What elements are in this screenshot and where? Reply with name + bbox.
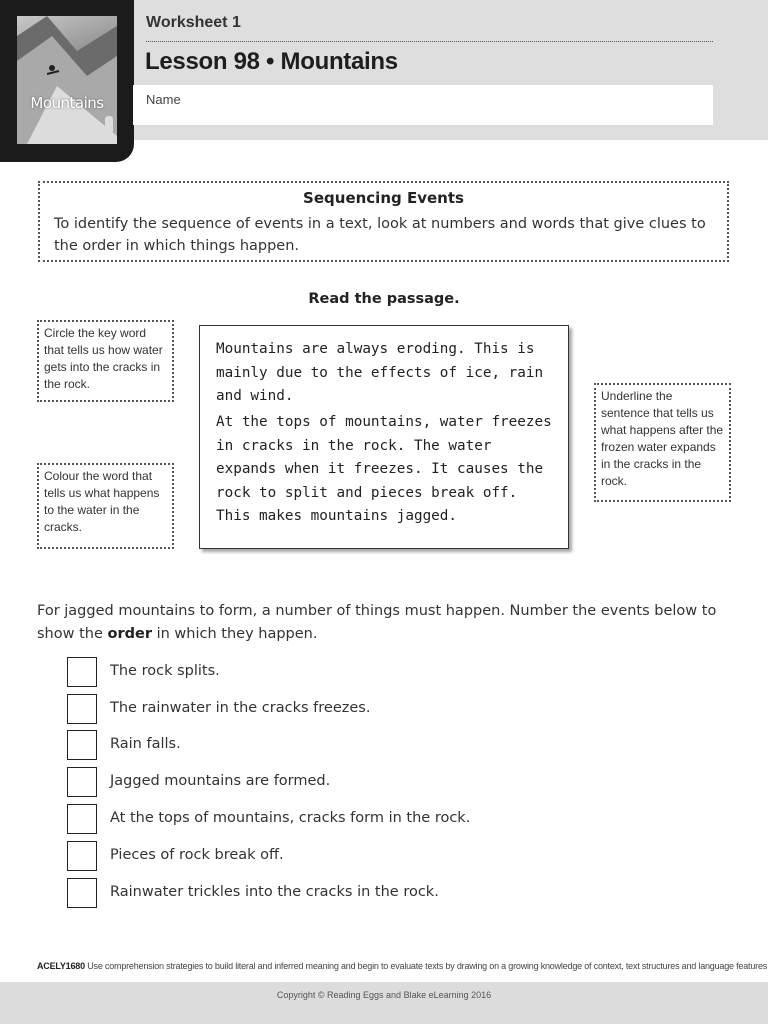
instructions-part-1: For jagged mountains to form, a number of things must happen. Number the events below to show the bbox=[37, 603, 717, 642]
lesson-title: Lesson 98 • Mountains bbox=[145, 48, 398, 75]
book-cover-title: Mountains bbox=[30, 94, 104, 112]
event-text: At the tops of mountains, cracks form in the rock. bbox=[110, 810, 471, 826]
name-field[interactable] bbox=[133, 85, 713, 125]
event-text: The rock splits. bbox=[110, 663, 220, 679]
event-number-box[interactable] bbox=[67, 657, 97, 687]
event-row bbox=[67, 878, 667, 910]
event-number-box[interactable] bbox=[67, 878, 97, 908]
event-number-box[interactable] bbox=[67, 730, 97, 760]
passage-box bbox=[199, 325, 569, 549]
event-text: Rain falls. bbox=[110, 736, 181, 752]
note-colour-word: Colour the word that tells us what happens to the water in the cracks. bbox=[37, 463, 174, 549]
publisher-logo-icon bbox=[105, 116, 113, 134]
event-row bbox=[67, 804, 667, 836]
instructions-bold-word: order bbox=[107, 626, 152, 642]
event-number-box[interactable] bbox=[67, 694, 97, 724]
instructions bbox=[37, 600, 737, 646]
read-passage-label: Read the passage. bbox=[308, 291, 460, 307]
header-divider bbox=[146, 41, 713, 42]
book-cover-image bbox=[17, 16, 117, 144]
standard-code: ACELY1680 bbox=[37, 961, 85, 971]
name-label: Name bbox=[146, 92, 181, 107]
worksheet-label: Worksheet 1 bbox=[146, 14, 241, 31]
instructions-part-2: in which they happen. bbox=[151, 626, 318, 642]
sequencing-text: To identify the sequence of events in a text, look at numbers and words that give clues to the order in which things happen. bbox=[54, 216, 706, 254]
event-text: The rainwater in the cracks freezes. bbox=[110, 700, 371, 716]
copyright-text: Copyright © Reading Eggs and Blake eLearning 2016 bbox=[276, 990, 492, 1000]
footer-band bbox=[0, 982, 768, 1024]
event-number-box[interactable] bbox=[67, 841, 97, 871]
sequencing-info-box bbox=[38, 181, 729, 262]
note-underline-sentence: Underline the sentence that tells us what happens after the frozen water expands in the cracks in the rock. bbox=[594, 383, 731, 502]
event-number-box[interactable] bbox=[67, 804, 97, 834]
sequencing-heading: Sequencing Events bbox=[303, 189, 464, 207]
curriculum-standard bbox=[37, 961, 768, 971]
event-row bbox=[67, 730, 667, 762]
event-number-box[interactable] bbox=[67, 767, 97, 797]
event-row bbox=[67, 841, 667, 873]
note-circle-key-word: Circle the key word that tells us how water gets into the cracks in the rock. bbox=[37, 320, 174, 402]
event-text: Jagged mountains are formed. bbox=[110, 773, 331, 789]
event-row bbox=[67, 657, 667, 689]
event-row bbox=[67, 694, 667, 726]
mountain-skier-illustration bbox=[17, 16, 117, 144]
passage-paragraph-2: At the tops of mountains, water freezes in cracks in the rock. The water expands when it freezes. It causes the rock to split and pieces break off. This makes mountains jagged. bbox=[216, 414, 552, 524]
standard-text: Use comprehension strategies to build literal and inferred meaning and begin to evaluate texts by drawing on a growing knowledge of context, text structures and language features bbox=[87, 961, 768, 971]
event-row bbox=[67, 767, 667, 799]
passage-paragraph-1: Mountains are always eroding. This is mainly due to the effects of ice, rain and wind. bbox=[216, 341, 544, 404]
event-text: Rainwater trickles into the cracks in the rock. bbox=[110, 884, 439, 900]
event-text: Pieces of rock break off. bbox=[110, 847, 284, 863]
